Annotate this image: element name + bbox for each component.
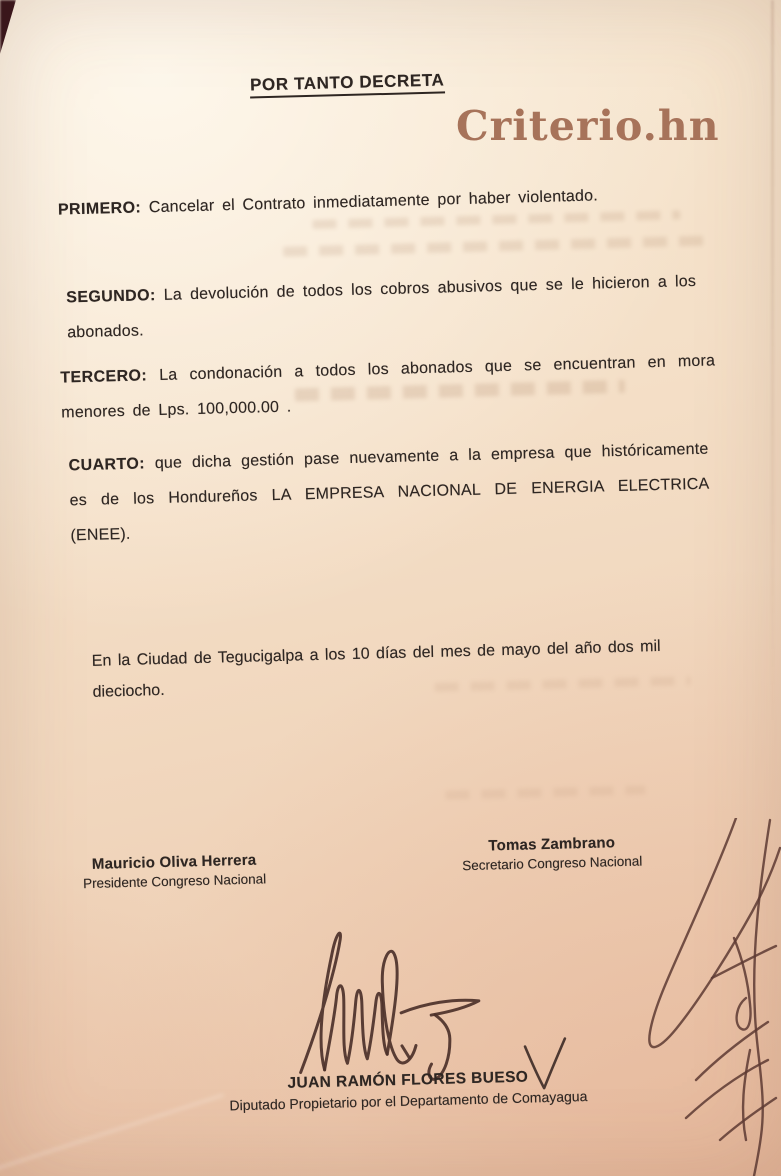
signatory-secretary: [447, 833, 658, 873]
clause-segundo-text: La devolución de todos los cobros abusivos que se le hicieron a los abonados.: [66, 272, 697, 342]
clause-primero-label: PRIMERO:: [57, 199, 142, 219]
signatory-president: [79, 851, 270, 891]
signatory-name: JUAN RAMÓN FLORES BUESO: [287, 1068, 529, 1092]
document-title: [0, 64, 708, 106]
document-title-text: POR TANTO DECRETA: [250, 70, 445, 98]
date-line: En la Ciudad de Tegucigalpa a los 10 días del mes de mayo del año dos mil dieciocho.: [91, 637, 661, 702]
signatory-deputy: [173, 1066, 644, 1115]
clause-cuarto: [68, 432, 711, 554]
clause-primero-text: Cancelar el Contrato inmediatamente por haber violentado.: [148, 187, 599, 217]
clause-tercero: [60, 343, 717, 430]
signatory-title: Diputado Propietario por el Departamento de Comayagua: [229, 1088, 588, 1114]
clause-segundo-label: SEGUNDO:: [66, 287, 156, 307]
show-through-text: [283, 236, 703, 257]
clause-tercero-label: TERCERO:: [60, 367, 148, 387]
criterio-watermark: Criterio.hn: [456, 102, 720, 150]
clause-cuarto-label: CUARTO:: [68, 455, 146, 475]
handwritten-signature-right: [638, 818, 781, 1176]
signatory-name: Mauricio Oliva Herrera: [91, 851, 257, 873]
signatory-name: Tomas Zambrano: [488, 834, 616, 855]
clause-cuarto-text: que dicha gestión pase nuevamente a la empresa que históricamente es de los Hondureños LA EMPRESA NACIONAL DE ENERGIA ELECTRICA (ENEE).: [69, 440, 710, 545]
show-through-text: [445, 785, 645, 799]
handwritten-signature: [281, 915, 496, 1095]
signatory-title: Secretario Congreso Nacional: [462, 853, 643, 874]
signatory-title: Presidente Congreso Nacional: [82, 871, 267, 892]
clause-tercero-text: La condonación a todos los abonados que se encuentran en mora menores de Lps. 100,000.00 .: [61, 352, 716, 422]
clause-segundo: [66, 264, 698, 351]
